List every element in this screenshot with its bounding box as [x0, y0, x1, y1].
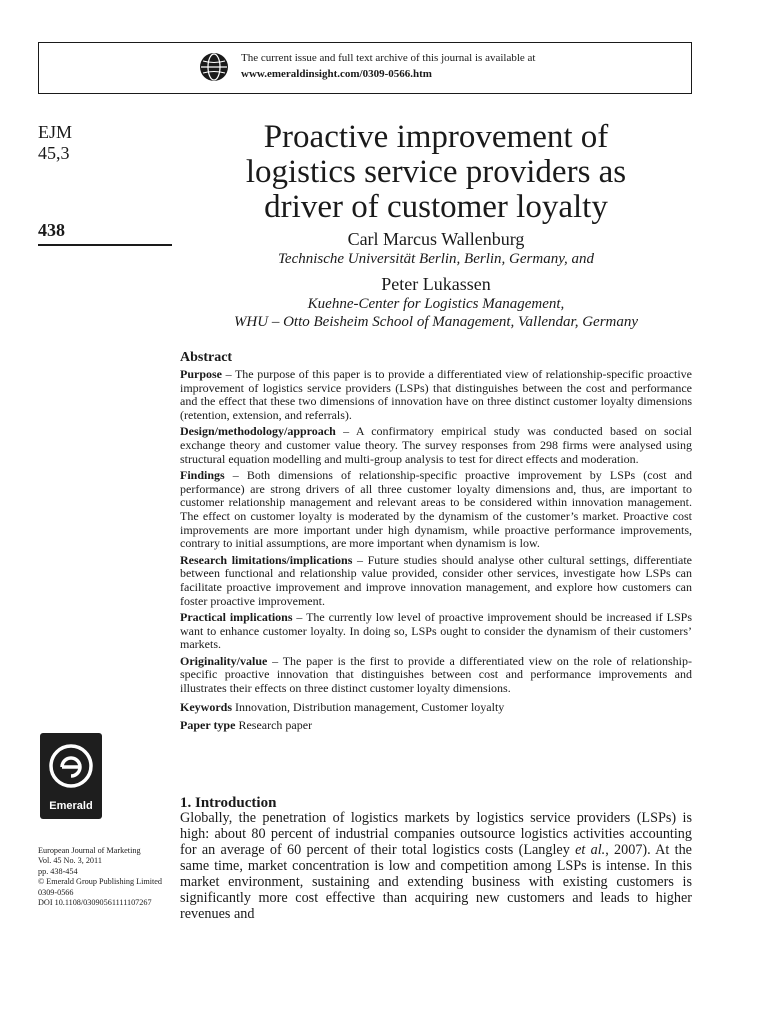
article-title — [180, 120, 692, 225]
intro-text-2: , 2007). At the same time, market concentration is low and competition among LSPs is intense. In this market environment, sustaining and extending business with existing customers is significantly more cost effective than acquiring new customers and leads to higher revenues and — [180, 842, 692, 922]
side-divider — [38, 244, 172, 246]
citation-pages: pp. 438-454 — [38, 866, 78, 876]
section-text: – A confirmatory empirical study was conducted based on social exchange theory and customer value theory. The survey responses from 298 firms were analysed using structural equation modelling and multi-group analysis to test for direct effects and moderation. — [180, 424, 692, 466]
globe-icon — [199, 52, 229, 82]
title-line-1: Proactive improvement of — [263, 119, 609, 155]
archive-url-link[interactable]: www.emeraldinsight.com/0309-0566.htm — [241, 68, 432, 80]
author-name-2: Peter Lukassen — [381, 274, 491, 294]
abstract-purpose — [180, 368, 692, 422]
page-number: 438 — [38, 220, 65, 240]
citation-issn: 0309-0566 — [38, 887, 74, 897]
paper-type — [180, 718, 692, 732]
section-text: – The purpose of this paper is to provide a differentiated view of relationship-specific proactive improvement of logistics service providers (LSPs) that distinguishes between the cost and performance and the effect that these two dimensions of innovation have on three distinct customer loyalty dimensions (retention, extension, and referrals). — [180, 367, 692, 422]
author-affiliation-1: Technische Universität Berlin, Berlin, Germany, and — [277, 251, 595, 267]
abstract-heading: Abstract — [180, 350, 233, 365]
emerald-e-icon — [40, 737, 102, 801]
volume-issue: 45,3 — [38, 143, 70, 163]
introduction-paragraph — [180, 810, 692, 922]
emerald-logo — [40, 733, 102, 819]
title-line-3: driver of customer loyalty — [264, 189, 608, 225]
journal-access-box — [38, 42, 692, 94]
author-affiliation-2a: Kuehne-Center for Logistics Management, — [307, 296, 565, 312]
abstract-practical — [180, 611, 692, 652]
keywords — [180, 700, 692, 714]
paper-type-label: Paper type — [180, 717, 236, 732]
section-text: – The currently low level of proactive improvement should be increased if LSPs want to enhance customer loyalty. In doing so, LSPs ought to consider the dynamism of their customers’ markets. — [180, 610, 692, 652]
section-text: – The paper is the first to provide a differentiated view on the role of relationship-specific proactive innovation that distinguishes between cost and performance improvements and illustrates their effects on three distinct customer loyalty dimensions. — [180, 653, 692, 696]
journal-abbrev: EJM — [38, 122, 73, 142]
section-label: Findings — [180, 468, 225, 483]
archive-notice: The current issue and full text archive of this journal is available at — [241, 52, 536, 64]
journal-volume-label — [38, 122, 72, 164]
keywords-label: Keywords — [180, 699, 232, 714]
author-name-1: Carl Marcus Wallenburg — [347, 229, 525, 249]
emerald-wordmark: Emerald — [49, 800, 93, 812]
paper-type-text: Research paper — [235, 717, 313, 732]
section-label: Research limitations/implications — [180, 552, 353, 567]
citation-volume: Vol. 45 No. 3, 2011 — [38, 856, 102, 866]
citation-copyright: © Emerald Group Publishing Limited — [38, 877, 163, 887]
abstract-findings — [180, 469, 692, 551]
citation-doi: DOI 10.1108/03090561111107267 — [38, 898, 152, 908]
abstract — [180, 350, 692, 732]
abstract-limitations — [180, 554, 692, 608]
abstract-design — [180, 425, 692, 466]
section-label: Design/methodology/approach — [180, 424, 336, 439]
author-affiliation-2b: WHU – Otto Beisheim School of Management, Vallendar, Germany — [233, 314, 639, 330]
section-label: Purpose — [180, 367, 222, 381]
introduction-heading: 1. Introduction — [180, 795, 277, 811]
section-text: – Both dimensions of relationship-specific proactive improvement by LSPs (cost and performance) are strong drivers of all three customer loyalty dimensions and, thus, are important to customer relationship management and relevant areas to be considered within innovation management. The effect on customer loyalty is moderated by the dynamism of the customer’s market. Proactive cost improvements are more important under high dynamism, while proactive performance improvements, contrary to initial assumptions, are more important when dynamism is low. — [180, 468, 692, 551]
section-label: Practical implications — [180, 610, 293, 625]
abstract-originality — [180, 655, 692, 696]
intro-italic: et al. — [575, 842, 606, 858]
citation-journal: European Journal of Marketing — [38, 846, 141, 855]
section-label: Originality/value — [180, 653, 268, 668]
section-text: – Future studies should analyse other cultural settings, differentiate between functional and relationship value provided, consider other services, investigate how LSPs can facilitate proactive improvement and improve innovation management, and explore how customers can foster proactive improvement. — [180, 552, 692, 608]
citation-block — [38, 846, 178, 908]
intro-text-1: Globally, the penetration of logistics markets by logistics service providers (LSPs) is high: about 80 percent of industrial companies outsource logistics activities accounting for an average of 60 percent of their total logistics costs (Langley — [180, 810, 692, 858]
title-line-2: logistics service providers as — [245, 154, 627, 190]
keywords-text: Innovation, Distribution management, Customer loyalty — [232, 699, 505, 714]
